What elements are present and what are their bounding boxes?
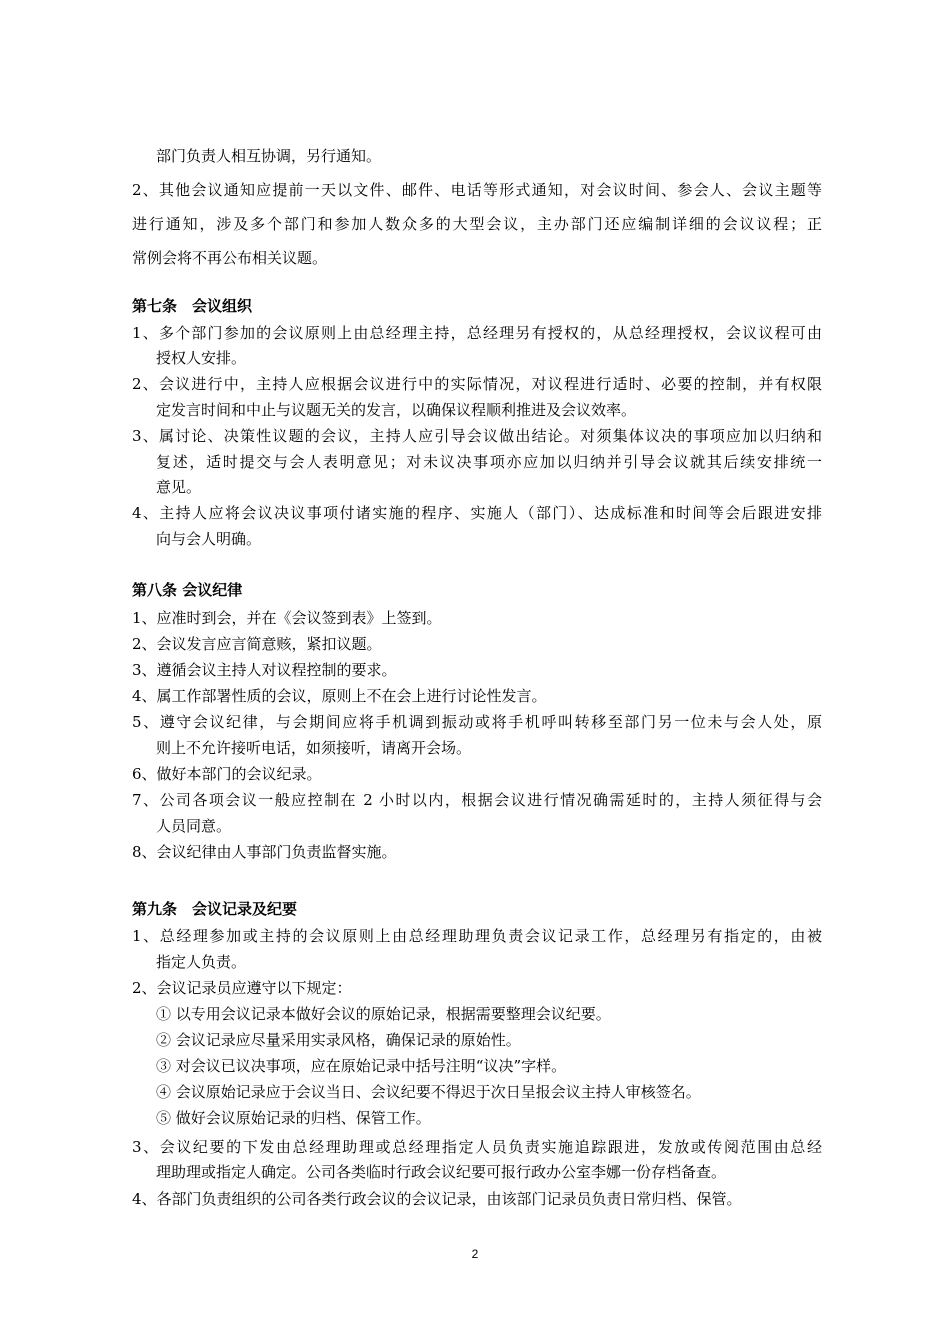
s8-item-2: 2、会议发言应言简意赅，紧扣议题。 [132,635,382,653]
intro-line-1: 部门负责人相互协调，另行通知。 [156,147,382,165]
intro-item-2-line-1: 2、其他会议通知应提前一天以文件、邮件、电话等形式通知，对会议时间、参会人、会议主题等 [132,181,822,199]
s9-sub-2: ② 会议记录应尽量采用实录风格，确保记录的原始性。 [156,1031,521,1049]
s9-sub-5: ⑤ 做好会议原始记录的归档、保管工作。 [156,1109,431,1127]
s9-item-2: 2、会议记录员应遵守以下规定： [132,979,352,997]
s7-item-2-line-1: 2、会议进行中，主持人应根据会议进行中的实际情况，对议程进行适时、必要的控制，并有权限 [132,375,822,393]
s9-item-3-line-1: 3、会议纪要的下发由总经理助理或总经理指定人员负责实施追踪跟进，发放或传阅范围由总经 [132,1138,822,1156]
s9-sub-3: ③ 对会议已议决事项，应在原始记录中括号注明“议决”字样。 [156,1057,567,1075]
s7-item-3-line-1: 3、属讨论、决策性议题的会议，主持人应引导会议做出结论。对须集体议决的事项应加以归纳和 [132,427,822,445]
section-9-title: 第九条 会议记录及纪要 [132,900,298,918]
s8-item-7-line-1: 7、公司各项会议一般应控制在 2 小时以内，根据会议进行情况确需延时的，主持人须征得与会 [132,791,822,809]
page-number: 2 [471,1247,479,1261]
s8-item-7-line-2: 人员同意。 [156,817,232,835]
s9-sub-4: ④ 会议原始记录应于会议当日、会议纪要不得迟于次日呈报会议主持人审核签名。 [156,1083,701,1101]
s9-item-3-line-2: 理助理或指定人确定。公司各类临时行政会议纪要可报行政办公室李娜一份存档备查。 [156,1163,727,1181]
s7-item-1-line-2: 授权人安排。 [156,349,247,367]
section-8-title: 第八条 会议纪律 [132,581,243,599]
s8-item-6: 6、做好本部门的会议纪录。 [132,765,322,783]
s8-item-4: 4、属工作部署性质的会议，原则上不在会上进行讨论性发言。 [132,687,547,705]
s7-item-1-line-1: 1、多个部门参加的会议原则上由总经理主持，总经理另有授权的，从总经理授权，会议议程可由 [132,324,822,342]
s8-item-3: 3、遵循会议主持人对议程控制的要求。 [132,661,397,679]
s8-item-8: 8、会议纪律由人事部门负责监督实施。 [132,843,397,861]
intro-item-2-line-2: 进行通知，涉及多个部门和参加人数众多的大型会议，主办部门还应编制详细的会议议程；正 [132,215,822,233]
s8-item-5-line-1: 5、遵守会议纪律，与会期间应将手机调到振动或将手机呼叫转移至部门另一位未与会人处，原 [132,713,822,731]
s7-item-4-line-2: 向与会人明确。 [156,530,262,548]
s9-item-4: 4、各部门负责组织的公司各类行政会议的会议记录，由该部门记录员负责日常归档、保管。 [132,1190,742,1208]
s9-item-1-line-2: 指定人负责。 [156,953,247,971]
intro-item-2-line-3: 常例会将不再公布相关议题。 [132,249,328,267]
s9-sub-1: ① 以专用会议记录本做好会议的原始记录，根据需要整理会议纪要。 [156,1005,611,1023]
s7-item-4-line-1: 4、主持人应将会议决议事项付诸实施的程序、实施人（部门）、达成标准和时间等会后跟进安排 [132,504,822,522]
s7-item-2-line-2: 定发言时间和中止与议题无关的发言，以确保议程顺利推进及会议效率。 [156,401,637,419]
s7-item-3-line-2: 复述，适时提交与会人表明意见；对未议决事项亦应加以归纳并引导会议就其后续安排统一 [156,453,822,471]
s8-item-5-line-2: 则上不允许接听电话，如须接听，请离开会场。 [156,739,472,757]
s9-item-1-line-1: 1、总经理参加或主持的会议原则上由总经理助理负责会议记录工作，总经理另有指定的，由被 [132,927,822,945]
s8-item-1: 1、应准时到会，并在《会议签到表》上签到。 [132,609,442,627]
s7-item-3-line-3: 意见。 [156,478,202,496]
section-7-title: 第七条 会议组织 [132,297,253,315]
